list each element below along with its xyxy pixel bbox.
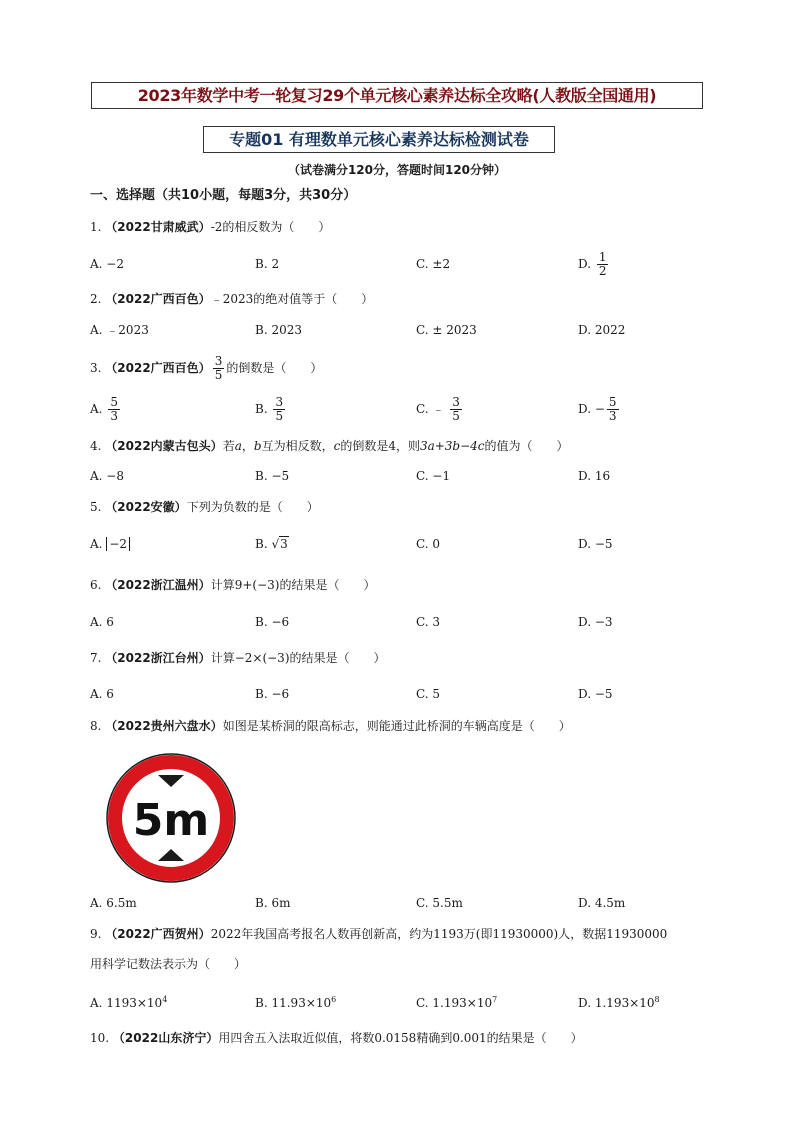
option-c[interactable]: C. ±2 — [416, 257, 451, 271]
fraction — [213, 355, 225, 382]
fraction-denominator: 3 — [110, 409, 118, 423]
option-a[interactable] — [90, 534, 130, 554]
exponent: 8 — [654, 995, 660, 1004]
question-number: 8. — [90, 719, 102, 733]
option-label: B. — [255, 402, 268, 416]
option-b[interactable]: B. √3 — [255, 537, 288, 551]
fraction — [108, 396, 120, 423]
question-1-options — [90, 250, 730, 282]
option-a[interactable]: A. 6 — [90, 687, 114, 701]
height-limit-sign — [104, 751, 238, 885]
question-source: （2022甘肃威武） — [105, 220, 211, 234]
option-c[interactable]: C. ± 2023 — [416, 323, 477, 337]
question-source: （2022广西百色） — [105, 292, 211, 306]
question-number: 1. — [90, 220, 102, 234]
question-4 — [90, 436, 569, 456]
exponent: 7 — [492, 995, 498, 1004]
option-a[interactable]: A. ﹣2023 — [90, 323, 149, 337]
scientific-notation: 1193×10 — [106, 996, 163, 1010]
option-label: C. — [416, 996, 429, 1010]
question-text: 若 — [222, 439, 235, 453]
variable-c: c — [333, 439, 341, 453]
option-label: D. — [578, 257, 592, 271]
option-label: A. — [90, 537, 103, 551]
option-label: A. — [90, 996, 103, 1010]
square-root: 3 — [280, 537, 288, 551]
option-d[interactable]: D. −5 — [578, 687, 613, 701]
scientific-notation: 1.193×10 — [432, 996, 493, 1010]
question-text: 的倒数是（ ） — [226, 361, 323, 375]
question-number: 4. — [90, 439, 102, 453]
option-label: B. — [255, 996, 268, 1010]
question-text: 的倒数是4，则 — [340, 439, 420, 453]
question-2-options — [90, 320, 730, 348]
option-a[interactable] — [90, 396, 122, 423]
fraction-numerator: 3 — [214, 354, 223, 368]
fraction — [607, 396, 619, 423]
math-expression: 9+(−3) — [234, 578, 280, 592]
question-text: ﹣2023的绝对值等于（ ） — [210, 292, 374, 306]
fraction-numerator: 3 — [275, 395, 284, 409]
option-b[interactable]: B. −5 — [255, 469, 290, 483]
option-d[interactable]: D. −5 — [578, 537, 613, 551]
question-number: 7. — [90, 651, 102, 665]
option-b[interactable] — [255, 396, 287, 423]
main-title: 2023年数学中考一轮复习29个单元核心素养达标全攻略(人教版全国通用) — [91, 82, 703, 109]
question-source: （2022浙江温州） — [105, 578, 211, 592]
option-a[interactable] — [90, 990, 167, 1013]
option-b[interactable]: B. 2 — [255, 257, 280, 271]
option-d[interactable]: D. 4.5m — [578, 896, 626, 910]
question-number: 3. — [90, 361, 102, 375]
scientific-notation: 1.193×10 — [594, 996, 655, 1010]
option-d[interactable] — [578, 251, 610, 278]
question-9-options — [90, 990, 730, 1018]
question-text: 如图是某桥洞的限高标志，则能通过此桥洞的车辆高度是（ ） — [222, 719, 571, 733]
fraction-denominator: 2 — [598, 264, 607, 278]
question-source: （2022贵州六盘水） — [105, 719, 223, 733]
option-c[interactable] — [416, 396, 464, 423]
question-number: 9. — [90, 927, 102, 941]
option-b[interactable]: B. −6 — [255, 687, 290, 701]
option-a[interactable]: A. −2 — [90, 257, 124, 271]
option-label: A. — [90, 402, 103, 416]
option-c[interactable]: C. 0 — [416, 537, 441, 551]
option-label: D. − — [578, 402, 605, 416]
question-text: 下列为负数的是（ ） — [186, 500, 319, 514]
variable-b: b — [253, 439, 262, 453]
question-5-options — [90, 534, 730, 562]
question-1 — [90, 217, 330, 237]
question-9-continued: 用科学记数法表示为（ ） — [90, 957, 247, 971]
option-c[interactable]: C. 3 — [416, 615, 441, 629]
math-expression: 3a+3b−4c — [419, 439, 485, 453]
question-text: 计算 — [210, 651, 235, 665]
fraction-numerator: 1 — [598, 250, 607, 264]
question-text: 的值为（ ） — [484, 439, 569, 453]
sub-title: 专题01 有理数单元核心素养达标检测试卷 — [203, 126, 555, 153]
question-text: 计算 — [210, 578, 235, 592]
fraction — [597, 251, 609, 278]
fraction — [273, 396, 285, 423]
option-d[interactable]: D. −3 — [578, 615, 613, 629]
option-a[interactable]: A. 6 — [90, 615, 114, 629]
question-source: （2022内蒙古包头） — [105, 439, 223, 453]
fraction-denominator: 3 — [608, 409, 617, 423]
question-source: （2022浙江台州） — [105, 651, 211, 665]
question-3 — [90, 355, 322, 382]
exponent: 6 — [331, 995, 337, 1004]
option-b[interactable]: B. 6m — [255, 896, 291, 910]
fraction — [450, 396, 462, 423]
option-c[interactable]: C. −1 — [416, 469, 451, 483]
absolute-value: −2 — [106, 537, 130, 551]
question-source: （2022广西百色） — [105, 361, 211, 375]
question-2 — [90, 289, 373, 309]
option-c[interactable]: C. 5 — [416, 687, 441, 701]
question-4-options — [90, 466, 730, 494]
question-text: 的结果是（ ） — [289, 651, 386, 665]
option-b[interactable]: B. 2023 — [255, 323, 302, 337]
scientific-notation: 11.93×10 — [271, 996, 332, 1010]
option-d[interactable]: D. 2022 — [578, 323, 626, 337]
question-text: 2022年我国高考报名人数再创新高，约为1193万(即11930000)人，数据11930000 — [210, 927, 668, 941]
question-6-options — [90, 612, 730, 640]
option-a[interactable]: A. 6.5m — [90, 896, 137, 910]
option-label: B. — [255, 537, 268, 551]
question-source: （2022广西贺州） — [105, 927, 211, 941]
question-text: 互为相反数， — [261, 439, 334, 453]
option-b[interactable] — [255, 990, 336, 1013]
option-d[interactable]: D. 16 — [578, 469, 611, 483]
question-text: -2的相反数为（ ） — [210, 220, 331, 234]
option-b[interactable]: B. −6 — [255, 615, 290, 629]
question-number: 5. — [90, 500, 102, 514]
exam-note: （试卷满分120分，答题时间120分钟） — [287, 163, 507, 177]
question-number: 10. — [90, 1031, 110, 1045]
option-label: D. — [578, 996, 592, 1010]
fraction-numerator: 3 — [452, 395, 460, 409]
question-9 — [90, 924, 667, 944]
math-expression: −2×(−3) — [234, 651, 290, 665]
question-8-options — [90, 893, 730, 921]
option-a[interactable]: A. −8 — [90, 469, 124, 483]
separator: ， — [241, 439, 254, 453]
sign-label: 5m — [132, 795, 210, 846]
fraction-denominator: 5 — [214, 368, 223, 382]
fraction-numerator: 5 — [110, 395, 118, 409]
question-source: （2022山东济宁） — [112, 1031, 219, 1045]
option-label: C. ﹣ — [416, 402, 445, 416]
question-text: 的结果是（ ） — [279, 578, 376, 592]
question-number: 6. — [90, 578, 102, 592]
fraction-denominator: 5 — [452, 409, 460, 423]
option-d[interactable] — [578, 396, 621, 423]
question-source: （2022安徽） — [105, 500, 187, 514]
question-3-options — [90, 396, 730, 424]
question-10 — [90, 1028, 583, 1048]
question-7-options — [90, 684, 730, 712]
exponent: 4 — [162, 995, 168, 1004]
fraction-numerator: 5 — [608, 395, 617, 409]
question-6 — [90, 575, 375, 595]
question-8 — [90, 716, 571, 736]
question-5 — [90, 497, 319, 517]
question-number: 2. — [90, 292, 102, 306]
option-c[interactable]: C. 5.5m — [416, 896, 463, 910]
variable-a: a — [234, 439, 242, 453]
option-c[interactable] — [416, 990, 497, 1013]
question-7 — [90, 648, 386, 668]
fraction-denominator: 5 — [275, 409, 284, 423]
option-d[interactable] — [578, 990, 660, 1013]
question-text: 用四舍五入法取近似值，将数0.0158精确到0.001的结果是（ ） — [218, 1031, 583, 1045]
section-title: 一、选择题（共10小题，每题3分，共30分） — [90, 188, 357, 203]
